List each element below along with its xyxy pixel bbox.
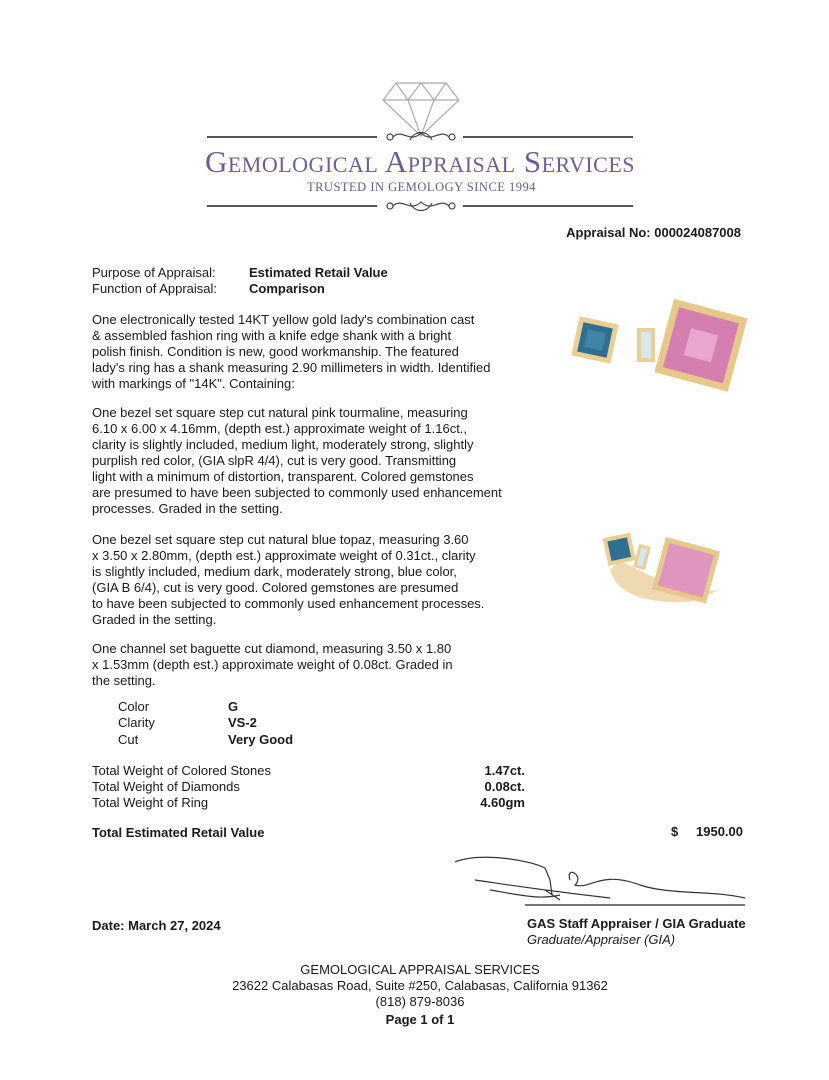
total-colored-value: 1.47ct. — [484, 763, 525, 778]
page-number: Page 1 of 1 — [385, 1012, 455, 1027]
appraisal-date: Date: March 27, 2024 — [92, 918, 221, 933]
total-colored-label: Total Weight of Colored Stones — [92, 763, 271, 778]
text-line: One bezel set square step cut natural blue topaz, measuring 3.60 — [92, 532, 469, 547]
purpose-value: Estimated Retail Value — [249, 265, 388, 280]
text-line: processes. Graded in the setting. — [92, 501, 283, 516]
ring-angle-view-image — [600, 530, 730, 610]
total-ring-value: 4.60gm — [480, 795, 525, 810]
total-diamonds-label: Total Weight of Diamonds — [92, 779, 240, 794]
currency-symbol: $ — [671, 824, 679, 839]
text-line: & assembled fashion ring with a knife edge shank with a bright — [92, 328, 452, 343]
total-diamonds-value: 0.08ct. — [484, 779, 525, 794]
purpose-label: Purpose of Appraisal: — [92, 265, 216, 280]
retail-value-label: Total Estimated Retail Value — [92, 825, 265, 840]
text-line: are presumed to have been subjected to commonly used enhancement — [92, 485, 502, 500]
header-rule-top-left — [207, 136, 377, 138]
grade-label-clarity: Clarity — [118, 715, 155, 730]
text-line: x 1.53mm (depth est.) approximate weight of 0.08ct. Graded in — [92, 657, 453, 672]
appraiser-signature — [450, 850, 750, 910]
footer-address: 23622 Calabasas Road, Suite #250, Calabasas, California 91362 — [232, 978, 608, 993]
text-line: lady's ring has a shank measuring 2.90 millimeters in width. Identified — [92, 360, 491, 375]
grade-value-clarity: VS-2 — [228, 715, 257, 730]
diamond-description — [92, 641, 453, 689]
total-ring-label: Total Weight of Ring — [92, 795, 209, 810]
text-line: the setting. — [92, 673, 156, 688]
text-line: Graded in the setting. — [92, 612, 217, 627]
grade-value-cut: Very Good — [228, 732, 294, 747]
appraisal-number: Appraisal No: 000024087008 — [566, 225, 741, 240]
retail-value: 1950.00 — [696, 824, 743, 839]
function-value: Comparison — [249, 281, 325, 296]
header-rule-bottom-left — [207, 205, 377, 207]
text-line: purplish red color, (GIA slpR 4/4), cut is very good. Transmitting — [92, 453, 457, 468]
text-line: clarity is slightly included, medium light, moderately strong, slightly — [92, 437, 474, 452]
function-label: Function of Appraisal: — [92, 281, 218, 296]
ring-description — [92, 312, 490, 392]
text-line: to have been subjected to commonly used enhancement processes. — [92, 596, 485, 611]
header-rule-bottom-right — [463, 205, 633, 207]
company-name: Gemological Appraisal Services — [204, 144, 636, 179]
topaz-description — [92, 532, 484, 628]
ring-top-view-image — [565, 295, 750, 400]
appraiser-subtitle: Graduate/Appraiser (GIA) — [527, 932, 676, 947]
footer-company: GEMOLOGICAL APPRAISAL SERVICES — [300, 962, 540, 977]
tourmaline-description — [92, 405, 502, 517]
grade-label-cut: Cut — [118, 732, 139, 747]
text-line: One channel set baguette cut diamond, measuring 3.50 x 1.80 — [92, 641, 452, 656]
grade-value-color: G — [228, 699, 239, 714]
text-line: (GIA B 6/4), cut is very good. Colored gemstones are presumed — [92, 580, 459, 595]
flourish-bottom-icon — [380, 197, 462, 215]
grade-label-color: Color — [118, 699, 150, 714]
text-line: One electronically tested 14KT yellow gold lady's combination cast — [92, 312, 475, 327]
header-rule-top-right — [463, 136, 633, 138]
text-line: One bezel set square step cut natural pink tourmaline, measuring — [92, 405, 468, 420]
text-line: with markings of "14K". Containing: — [92, 376, 295, 391]
text-line: polish finish. Condition is new, good workmanship. The featured — [92, 344, 459, 359]
appraiser-title: GAS Staff Appraiser / GIA Graduate — [527, 916, 746, 931]
text-line: x 3.50 x 2.80mm, (depth est.) approximate weight of 0.31ct., clarity — [92, 548, 476, 563]
footer-phone: (818) 879-8036 — [375, 994, 465, 1009]
text-line: light with a minimum of distortion, transparent. Colored gemstones — [92, 469, 474, 484]
company-tagline: TRUSTED IN GEMOLOGY SINCE 1994 — [306, 180, 537, 194]
text-line: 6.10 x 6.00 x 4.16mm, (depth est.) approximate weight of 1.16ct., — [92, 421, 468, 436]
text-line: is slightly included, medium dark, moderately strong, blue color, — [92, 564, 457, 579]
